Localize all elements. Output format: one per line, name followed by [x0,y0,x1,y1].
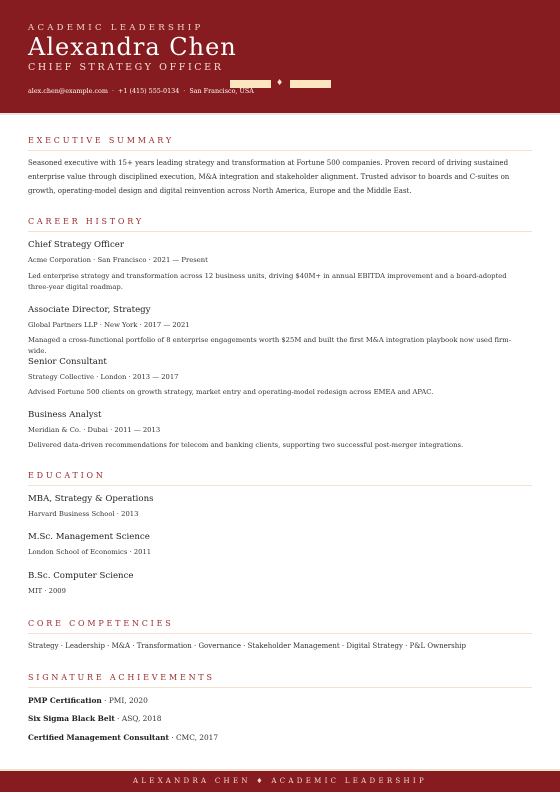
job-description: Led enterprise strategy and transformation across 12 business units, driving $40M+ in annual EBITDA improvement and a board-adopted three-year digital roadmap. [28,272,507,291]
diamond-ornament-icon: ♦ [276,78,284,87]
achievement-detail: · CMC, 2017 [168,733,219,742]
section-rule [28,687,532,688]
job-description: Delivered data-driven recommendations for telecom and banking clients, supporting two successful post-merger integrations. [28,441,464,449]
contact-line [28,87,254,95]
job-title: Business Analyst [28,410,102,420]
section-heading-summary: EXECUTIVE SUMMARY [28,136,174,145]
achievement-item [28,714,161,723]
job-description: Managed a cross-functional portfolio of 8 enterprise engagements worth $25M and built the first M&A integration playbook now used firm-wide. [28,336,511,355]
section-heading-career: CAREER HISTORY [28,217,144,226]
education-school: London School of Economics · 2011 [28,548,152,556]
contact-email[interactable]: alex.chen@example.com [28,87,108,95]
competencies-list: Strategy · Leadership · M&A · Transformation · Governance · Stakeholder Management · Digital Strategy · P&L Ownership [28,642,466,650]
ribbon-right [290,80,331,88]
achievement-detail: · PMI, 2020 [101,696,148,705]
resume-footer [0,769,560,792]
achievement-name: Six Sigma Black Belt [28,714,115,723]
achievement-detail: · ASQ, 2018 [114,714,162,723]
resume-header [0,0,560,113]
education-degree: MBA, Strategy & Operations [28,494,154,504]
job-meta: Strategy Collective · London · 2013 — 2017 [28,373,179,381]
footer-text: ALEXANDRA CHEN ♦ ACADEMIC LEADERSHIP [133,777,427,785]
contact-phone[interactable]: +1 (415) 555-0134 [118,87,180,95]
job-description: Advised Fortune 500 clients on growth strategy, market entry and operating-model redesign across EMEA and APAC. [28,388,434,396]
section-rule [28,231,532,232]
achievement-name: PMP Certification [28,696,102,705]
contact-location: San Francisco, USA [189,87,254,95]
header-divider [0,113,560,115]
header-kicker: ACADEMIC LEADERSHIP [28,23,204,33]
contact-separator: · [183,87,186,95]
section-rule [28,633,532,634]
job-title: Chief Strategy Officer [28,240,124,250]
section-rule [28,485,532,486]
education-school: Harvard Business School · 2013 [28,510,139,518]
section-heading-achievements: SIGNATURE ACHIEVEMENTS [28,673,215,682]
job-meta: Global Partners LLP · New York · 2017 — 2021 [28,321,190,329]
job-title: Associate Director, Strategy [28,305,151,315]
achievement-item [28,733,218,742]
contact-separator: · [111,87,114,95]
section-heading-education: EDUCATION [28,471,106,480]
candidate-name: Alexandra Chen [28,33,237,61]
section-rule [28,150,532,151]
education-school: MIT · 2009 [28,587,66,595]
candidate-title: CHIEF STRATEGY OFFICER [28,62,224,73]
section-heading-competencies: CORE COMPETENCIES [28,619,174,628]
education-degree: M.Sc. Management Science [28,532,150,542]
job-meta: Meridian & Co. · Dubai · 2011 — 2013 [28,426,161,434]
job-meta: Acme Corporation · San Francisco · 2021 — Present [28,256,208,264]
achievement-name: Certified Management Consultant [28,733,169,742]
education-degree: B.Sc. Computer Science [28,571,134,581]
job-title: Senior Consultant [28,357,107,367]
achievement-item [28,696,148,705]
summary-text: Seasoned executive with 15+ years leading strategy and transformation at Fortune 500 companies. Proven record of driving sustained enterprise value through disciplined execution, M&A integration and stakeholder alignment. Trusted advisor to boards and C-suites on growth, operating-model design and digital reinvention across North America, Europe and the Middle East. [28,159,510,195]
